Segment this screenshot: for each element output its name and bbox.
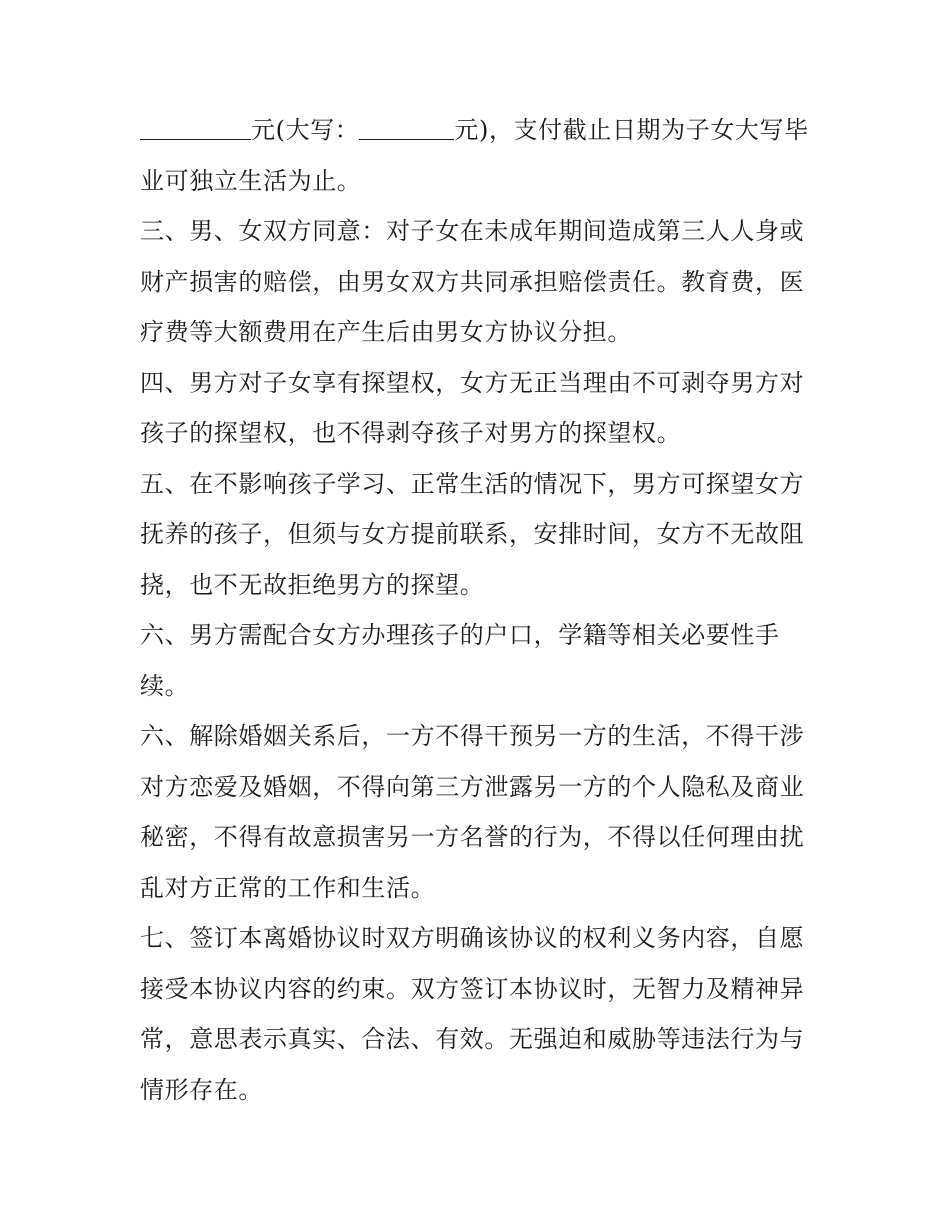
text-line-13: 六、解除婚姻关系后，一方不得干预另一方的生活，不得干涉 (140, 722, 805, 750)
amount-uppercase-blank (359, 111, 454, 140)
text-line-2: 业可独立生活为止。 (140, 167, 362, 195)
text-line-1 (140, 110, 820, 150)
text-line-16: 乱对方正常的工作和生活。 (140, 874, 436, 902)
text-line-7: 孩子的探望权，也不得剥夺孩子对男方的探望权。 (140, 419, 682, 447)
text-line-5: 疗费等大额费用在产生后由男女方协议分担。 (140, 318, 632, 346)
text-line-14: 对方恋爱及婚姻，不得向第三方泄露另一方的个人隐私及商业 (140, 773, 805, 801)
text-line-12: 续。 (140, 672, 190, 700)
text-segment: 元)，支付截止日期为子女大写毕 (454, 116, 809, 144)
text-line-15: 秘密，不得有故意损害另一方名誉的行为，不得以任何理由扰 (140, 823, 805, 851)
text-line-3: 三、男、女双方同意：对子女在未成年期间造成第三人人身或 (140, 217, 805, 245)
text-segment: 元(大写： (251, 116, 360, 144)
text-line-19: 常，意思表示真实、合法、有效。无强迫和威胁等违法行为与 (140, 1025, 805, 1053)
text-line-20: 情形存在。 (140, 1076, 263, 1104)
amount-blank (140, 111, 251, 140)
text-line-18: 接受本协议内容的约束。双方签订本协议时，无智力及精神异 (140, 975, 805, 1003)
text-line-9: 抚养的孩子，但须与女方提前联系，安排时间，女方不无故阻 (140, 520, 805, 548)
text-line-6: 四、男方对子女享有探望权，女方无正当理由不可剥夺男方对 (140, 369, 805, 397)
text-line-10: 挠，也不无故拒绝男方的探望。 (140, 571, 485, 599)
text-line-11: 六、男方需配合女方办理孩子的户口，学籍等相关必要性手 (140, 621, 780, 649)
text-line-17: 七、签订本离婚协议时双方明确该协议的权利义务内容，自愿 (140, 924, 805, 952)
text-line-8: 五、在不影响孩子学习、正常生活的情况下，男方可探望女方 (140, 470, 805, 498)
text-line-4: 财产损害的赔偿，由男女双方共同承担赔偿责任。教育费，医 (140, 268, 805, 296)
